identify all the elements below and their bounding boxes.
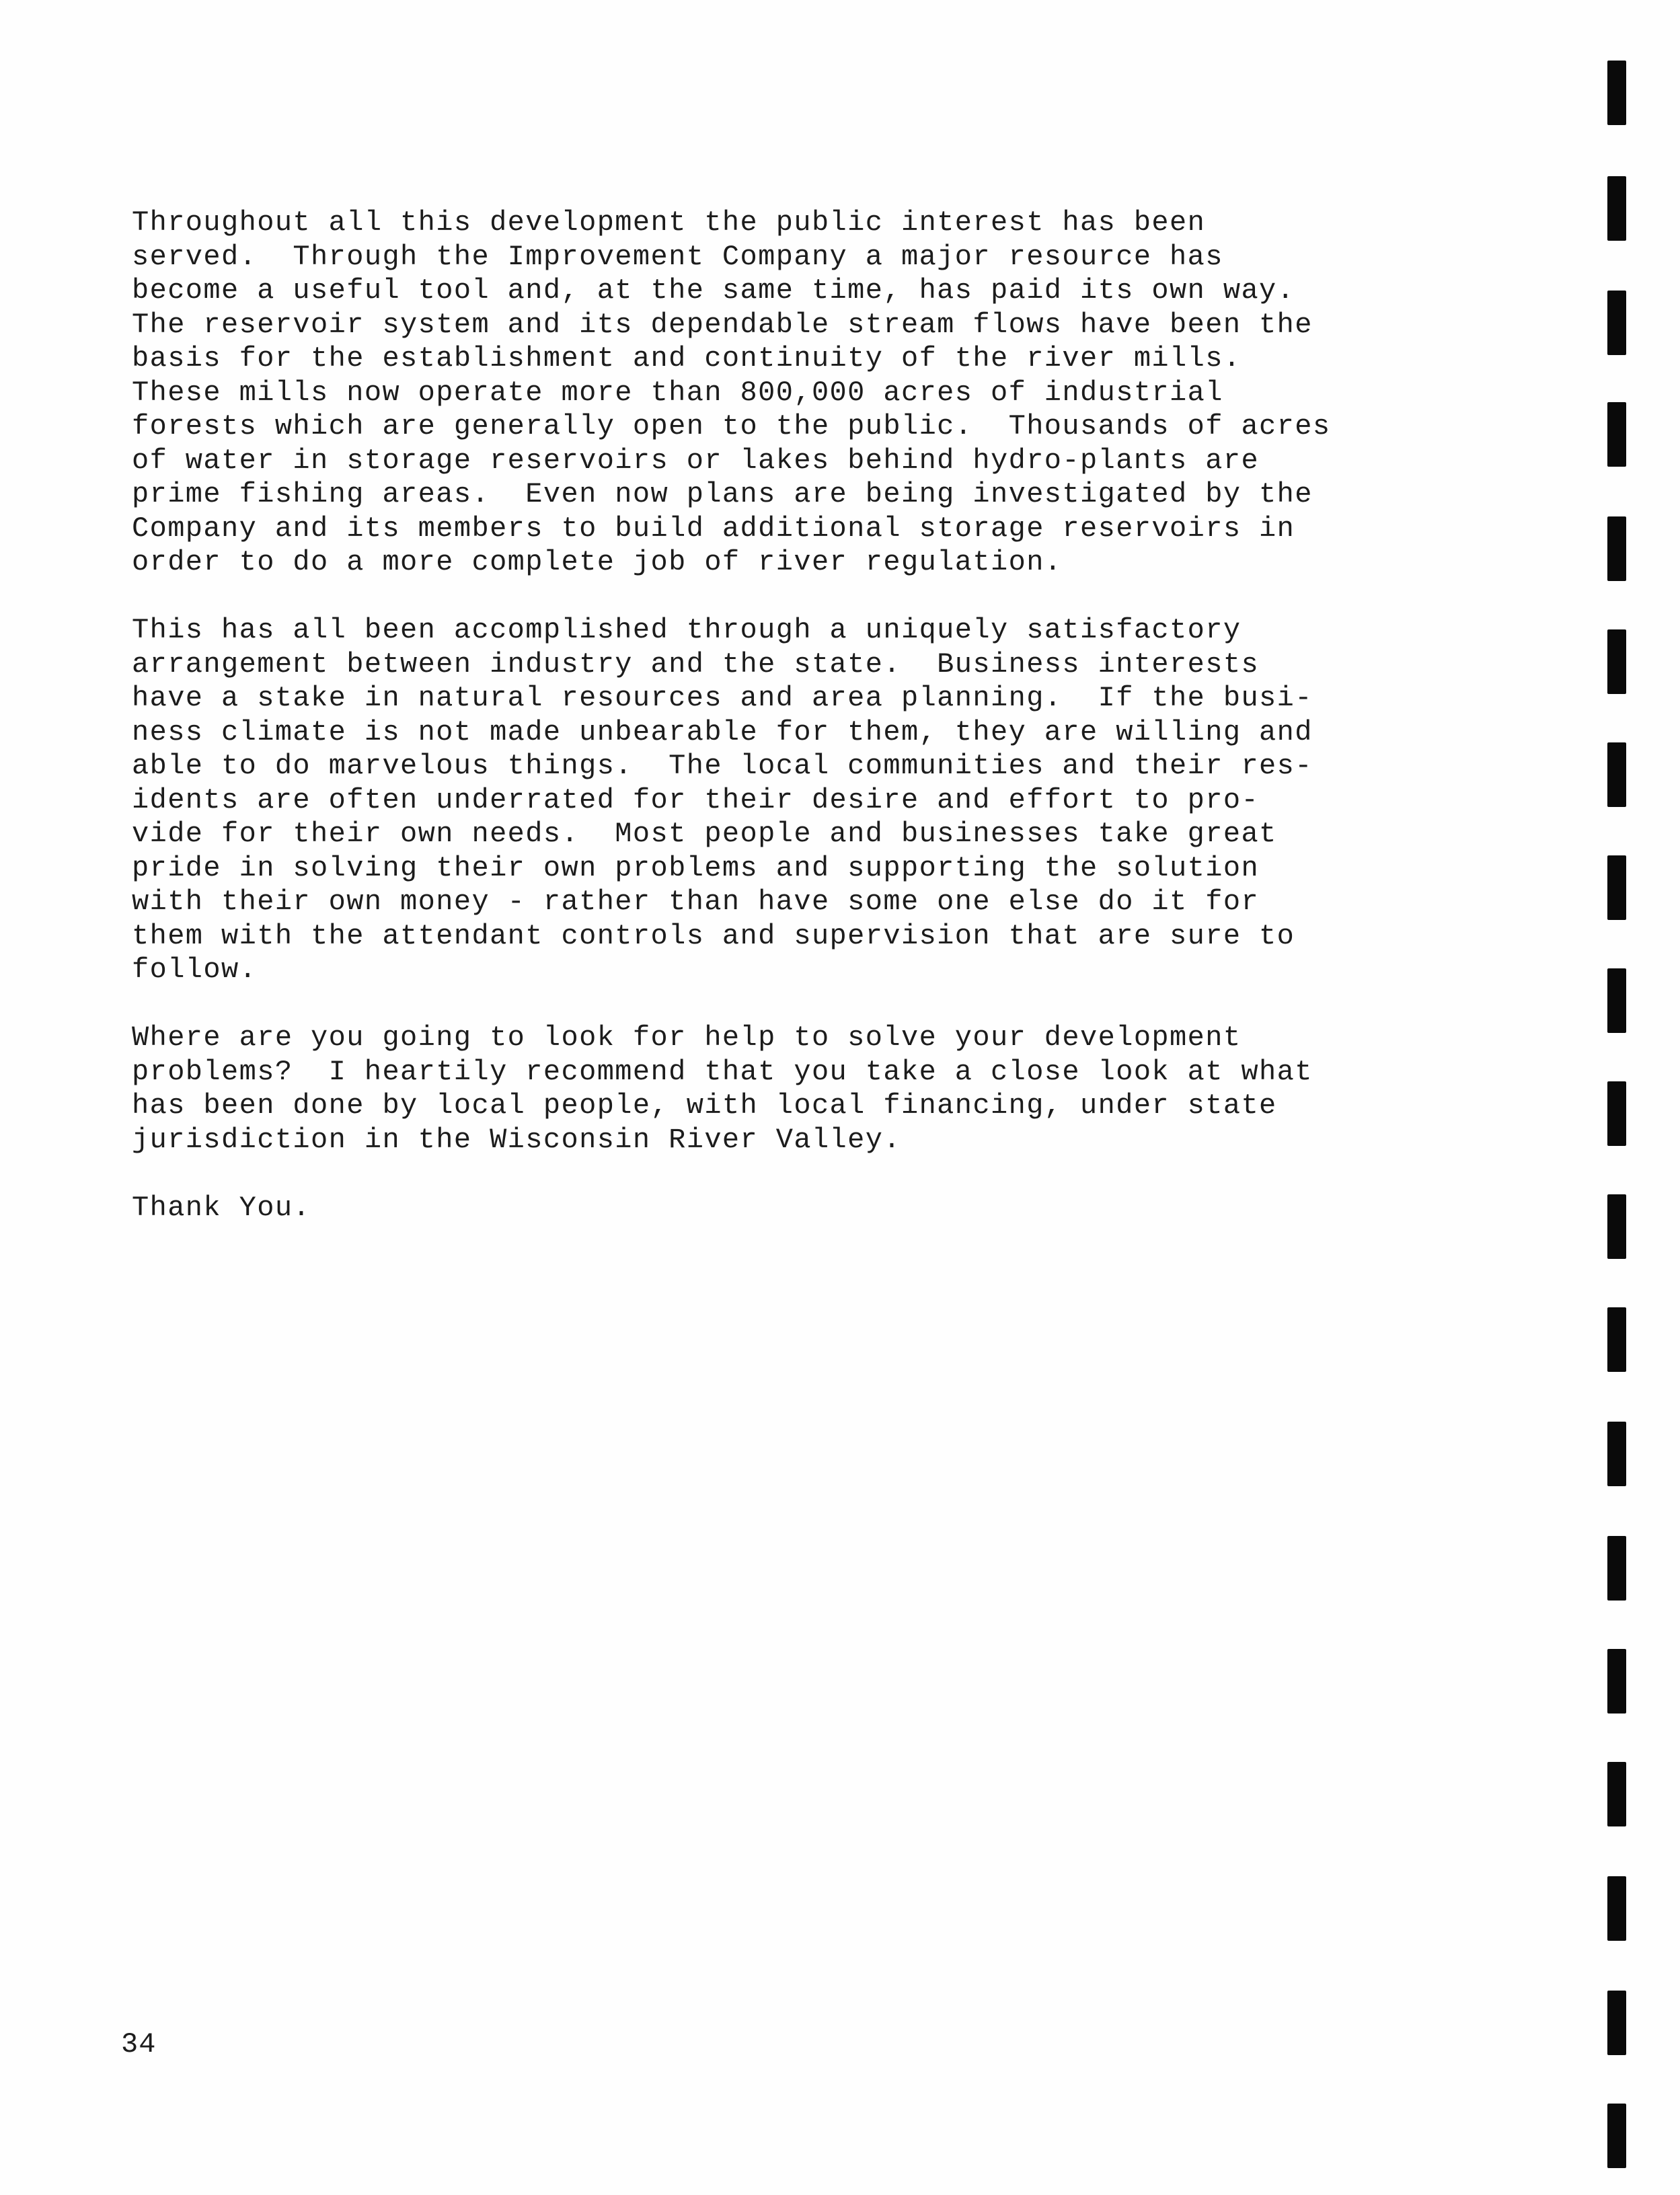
binding-mark xyxy=(1607,402,1626,467)
binding-mark xyxy=(1607,1991,1626,2055)
binding-mark xyxy=(1607,1194,1626,1259)
text-line: them with the attendant controls and supervision that are sure to xyxy=(132,919,1295,952)
text-line: has been done by local people, with local financing, under state xyxy=(132,1089,1277,1122)
text-line: arrangement between industry and the state. Business interests xyxy=(132,648,1260,681)
paragraph-3 xyxy=(132,1021,1504,1157)
text-line: These mills now operate more than 800,000 acres of industrial xyxy=(132,376,1223,409)
binding-mark xyxy=(1607,291,1626,355)
body-text xyxy=(132,206,1504,1225)
binding-punch-marks xyxy=(1607,0,1634,2195)
text-line: pride in solving their own problems and supporting the solution xyxy=(132,851,1260,884)
text-line: Where are you going to look for help to solve your development xyxy=(132,1022,1242,1054)
text-line: vide for their own needs. Most people and businesses take great xyxy=(132,818,1277,850)
binding-mark xyxy=(1607,1307,1626,1372)
closing xyxy=(132,1191,1504,1225)
paragraph-1 xyxy=(132,206,1504,580)
binding-mark xyxy=(1607,629,1626,694)
binding-mark xyxy=(1607,855,1626,920)
text-line: Company and its members to build additional storage reservoirs in xyxy=(132,512,1295,545)
text-line: able to do marvelous things. The local communities and their res- xyxy=(132,750,1313,782)
text-line: jurisdiction in the Wisconsin River Valley. xyxy=(132,1123,901,1156)
binding-mark xyxy=(1607,968,1626,1033)
binding-mark xyxy=(1607,1649,1626,1713)
binding-mark xyxy=(1607,1876,1626,1941)
text-line: order to do a more complete job of river regulation. xyxy=(132,546,1063,578)
binding-mark xyxy=(1607,176,1626,241)
text-line: have a stake in natural resources and area planning. If the busi- xyxy=(132,682,1313,714)
binding-mark xyxy=(1607,1536,1626,1601)
binding-mark xyxy=(1607,1081,1626,1146)
binding-mark xyxy=(1607,61,1626,125)
text-line: prime fishing areas. Even now plans are being investigated by the xyxy=(132,478,1313,510)
text-line: Throughout all this development the public interest has been xyxy=(132,206,1206,239)
text-line: with their own money - rather than have some one else do it for xyxy=(132,886,1260,918)
binding-mark xyxy=(1607,2104,1626,2168)
text-line: idents are often underrated for their desire and effort to pro- xyxy=(132,783,1260,816)
text-line: The reservoir system and its dependable stream flows have been the xyxy=(132,308,1313,341)
text-line: of water in storage reservoirs or lakes behind hydro-plants are xyxy=(132,444,1260,477)
text-line: served. Through the Improvement Company a major resource has xyxy=(132,240,1223,273)
text-line: forests which are generally open to the public. Thousands of acres xyxy=(132,410,1331,442)
closing-line: Thank You. xyxy=(132,1191,311,1224)
text-line: follow. xyxy=(132,954,258,986)
binding-mark xyxy=(1607,516,1626,581)
binding-mark xyxy=(1607,1422,1626,1486)
paragraph-2 xyxy=(132,613,1504,987)
page-number: 34 xyxy=(121,2028,157,2061)
paragraph-spacer xyxy=(132,987,1504,1022)
binding-mark xyxy=(1607,1762,1626,1826)
paragraph-spacer xyxy=(132,1157,1504,1191)
text-line: This has all been accomplished through a uniquely satisfactory xyxy=(132,614,1242,646)
binding-mark xyxy=(1607,742,1626,807)
paragraph-spacer xyxy=(132,580,1504,614)
text-line: become a useful tool and, at the same time, has paid its own way. xyxy=(132,274,1295,307)
text-line: ness climate is not made unbearable for them, they are willing and xyxy=(132,716,1313,748)
text-line: basis for the establishment and continuity of the river mills. xyxy=(132,342,1242,375)
text-line: problems? I heartily recommend that you take a close look at what xyxy=(132,1055,1313,1088)
